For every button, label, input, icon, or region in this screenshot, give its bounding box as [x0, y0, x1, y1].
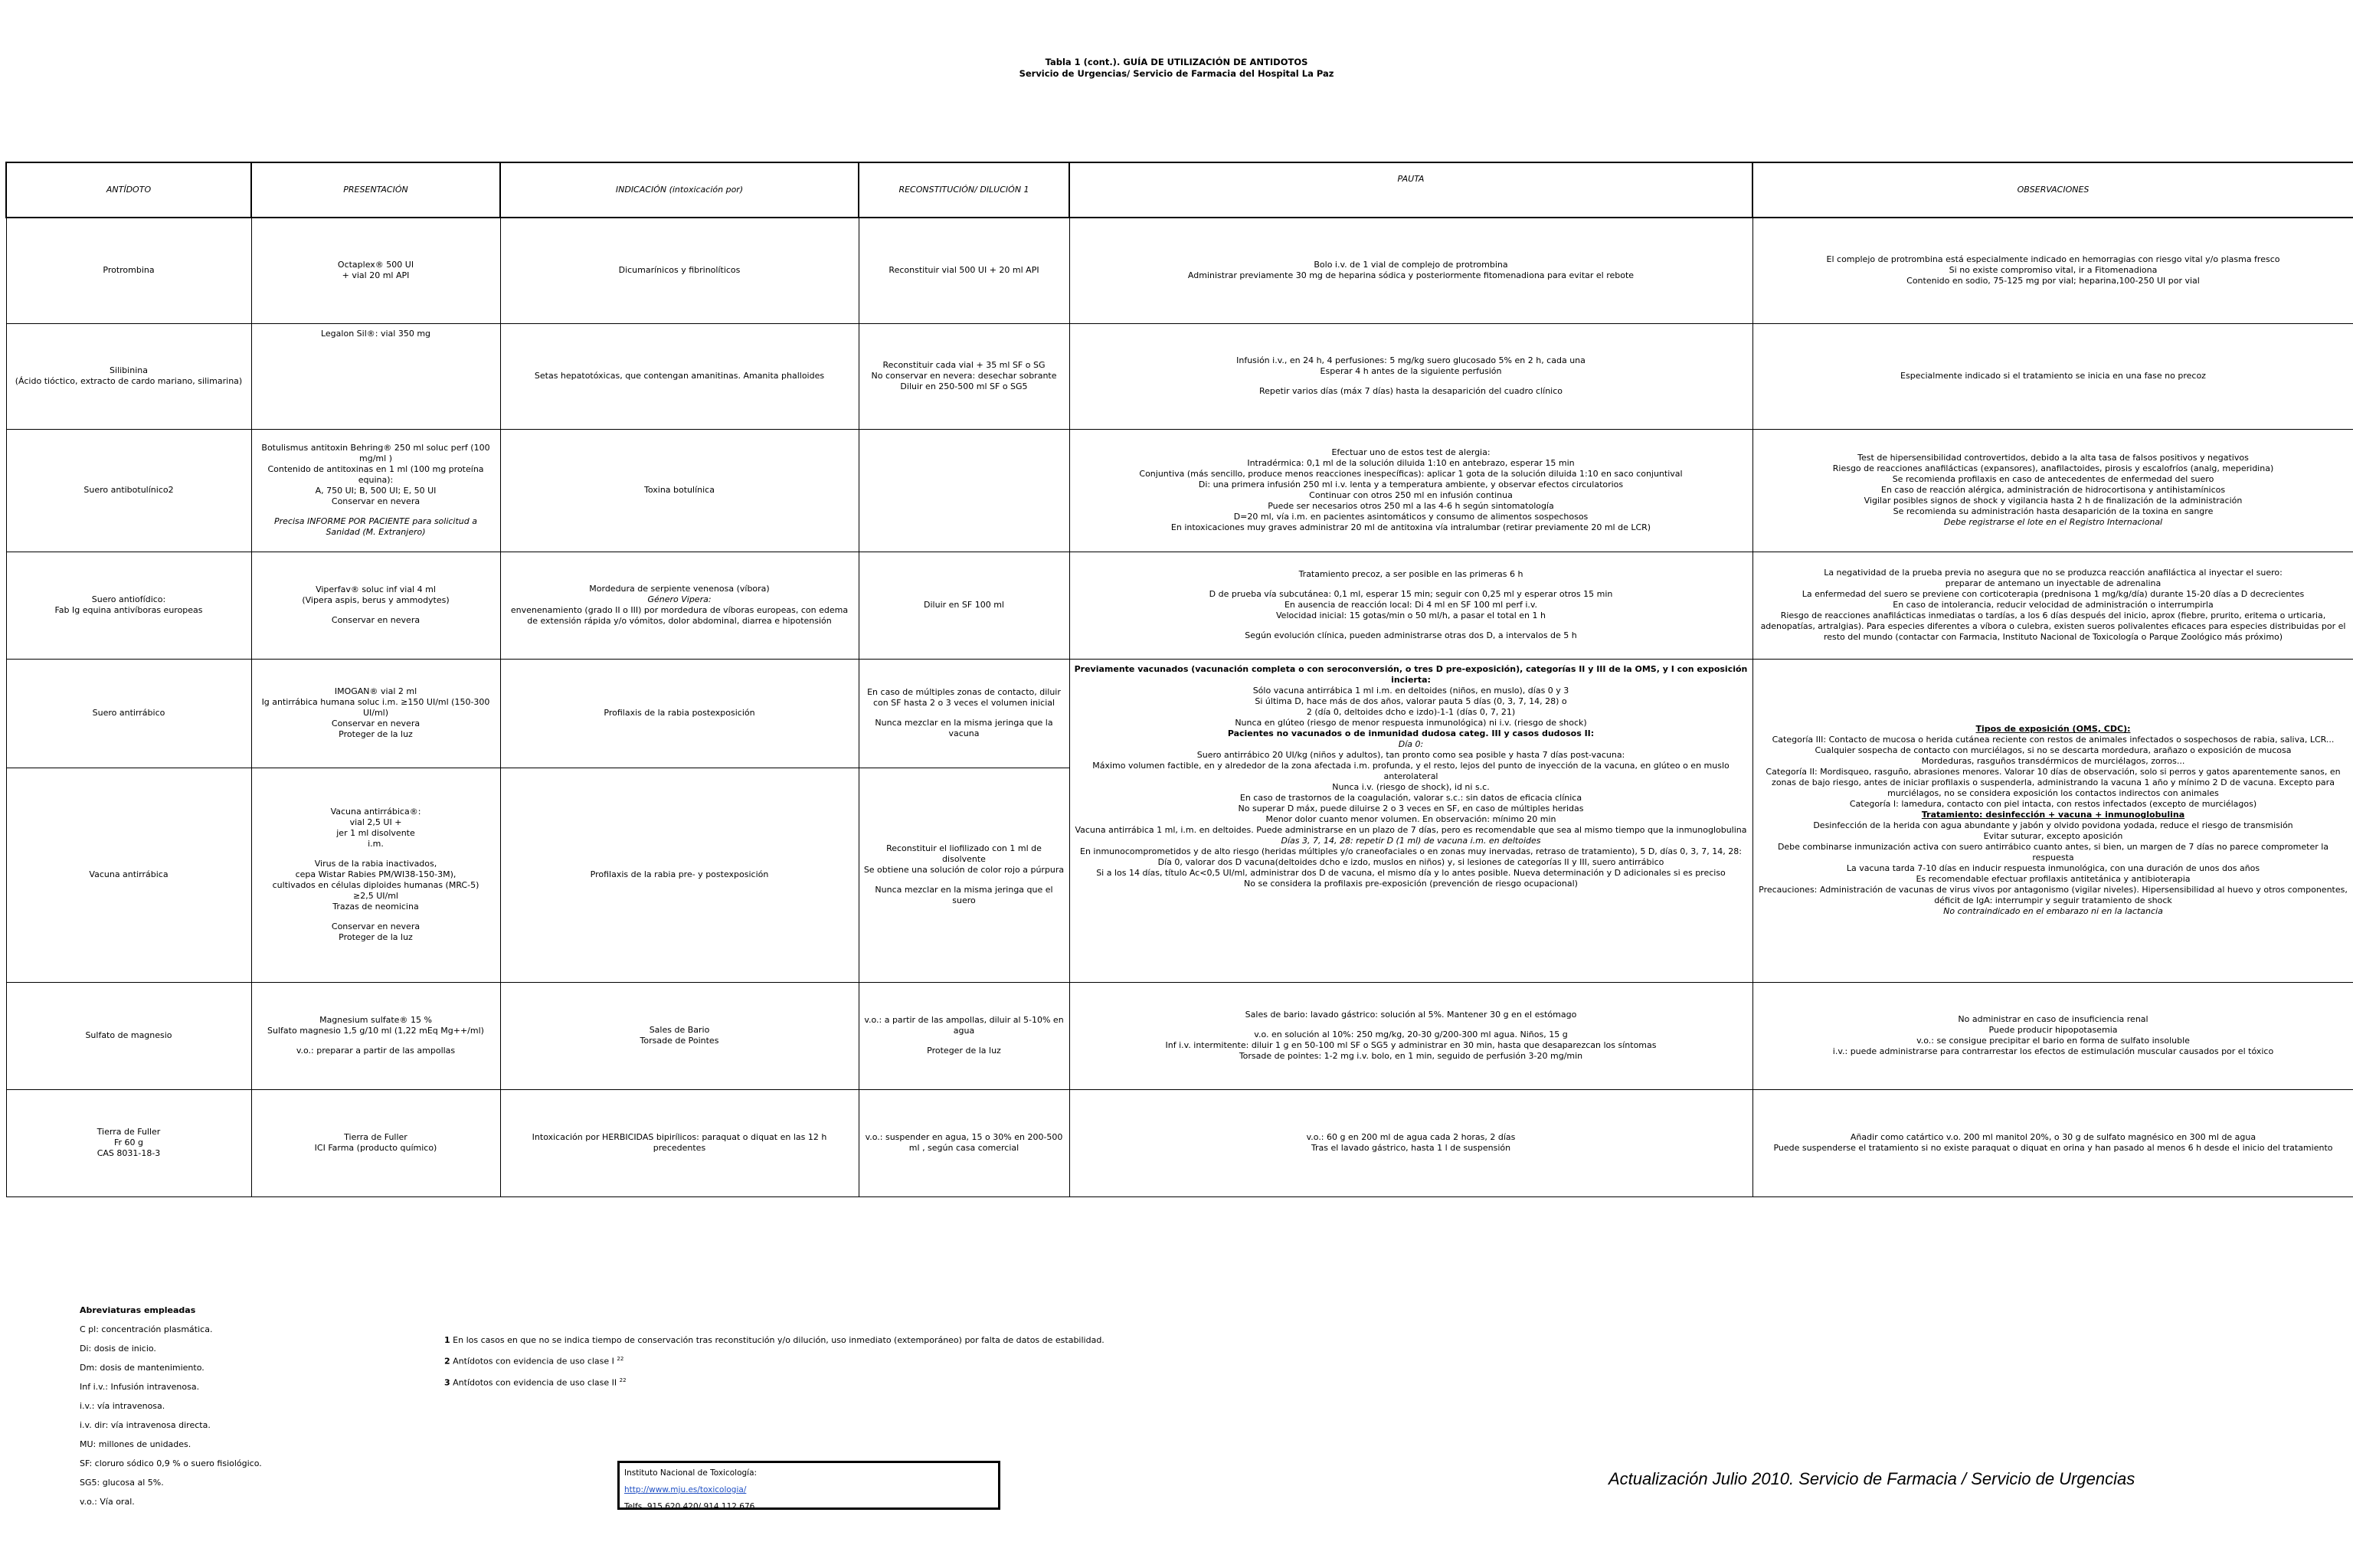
cell-indicacion	[500, 429, 859, 552]
cell-line: Nunca i.v. (riesgo de shock), id ni s.c.	[1332, 781, 1490, 792]
cell-line: Reconstituir el liofilizado con 1 ml de disolvente	[886, 843, 1042, 864]
cell-line: Máximo volumen factible, en y alrededor de la zona afectada i.m. profunda, y el resto, lejos del punto de inyección de la vacuna, en glúteo o en muslo anterolateral	[1092, 760, 1730, 781]
cell-line: Silibinina	[110, 365, 148, 375]
table-row	[6, 552, 2353, 659]
cell-line: Especialmente indicado si el tratamiento se inicia en una fase no precoz	[1900, 371, 2206, 381]
abbreviations-title: Abreviaturas empleadas	[80, 1305, 196, 1315]
cell-antidoto	[6, 552, 251, 659]
abbreviation-item: v.o.: Vía oral.	[80, 1497, 135, 1507]
footnote: 2 Antídotos con evidencia de uso clase I $^{22}$	[444, 1356, 624, 1367]
table-row	[6, 323, 2353, 429]
cell-line: Suero antiofídico:	[91, 594, 166, 604]
cell-line: No administrar en caso de insuficiencia renal	[1958, 1014, 2148, 1024]
cell-line: Mordedura de serpiente venenosa (víbora)	[589, 584, 770, 594]
cell-observaciones	[1752, 323, 2353, 429]
cell-line: El complejo de protrombina está especialmente indicado en hemorragias con riesgo vital y/o plasma fresco	[1826, 254, 2280, 265]
cell-line: Trazas de neomicina	[332, 902, 419, 912]
table-row	[6, 1089, 2353, 1196]
cell-line: Evitar suturar, excepto aposición	[1983, 831, 2123, 841]
table-row	[6, 429, 2353, 552]
cell-line: Según evolución clínica, pueden administrarse otras dos D, a intervalos de 5 h	[1245, 630, 1577, 640]
cell-line: (Vipera aspis, berus y ammodytes)	[302, 595, 450, 605]
column-header-pauta: PAUTA	[1069, 162, 1752, 218]
cell-line: Categoría III: Contacto de mucosa o herida cutánea reciente con restos de animales infectados o sospechosos de rabia, saliva, LCR...	[1772, 735, 2335, 745]
cell-line: Profilaxis de la rabia postexposición	[604, 708, 755, 718]
cell-antidoto	[6, 323, 251, 429]
column-header-indicacion: INDICACIÓN (intoxicación por)	[500, 162, 859, 218]
cell-pauta	[1069, 429, 1752, 552]
cell-line: Reconstituir cada vial + 35 ml SF o SG	[882, 360, 1046, 370]
cell-line: Se recomienda profilaxis en caso de antecedentes de enfermedad del suero	[1892, 474, 2214, 484]
cell-observaciones	[1752, 982, 2353, 1089]
cell-pauta	[1069, 1089, 1752, 1196]
cell-observaciones	[1752, 429, 2353, 552]
cell-line: Suero antibotulínico2	[83, 485, 174, 495]
cell-line: Vacuna antirrábica®:	[330, 807, 421, 817]
cell-presentacion	[251, 982, 500, 1089]
footnotes	[444, 1331, 1105, 1392]
cell-indicacion	[500, 552, 859, 659]
cell-indicacion	[500, 1089, 859, 1196]
cell-line: Magnesium sulfate® 15 %	[319, 1015, 432, 1025]
cell-pauta	[1069, 552, 1752, 659]
cell-line: Nunca mezclar en la misma jeringa que la vacuna	[875, 718, 1053, 738]
cell-line: Octaplex® 500 UI	[337, 260, 414, 270]
cell-line: Tratamiento precoz, a ser posible en las primeras 6 h	[1298, 569, 1523, 579]
cell-line: Se obtiene una solución de color rojo a púrpura	[863, 865, 1065, 875]
cell-indicacion	[500, 323, 859, 429]
footnote: 1 En los casos en que no se indica tiempo de conservación tras reconstitución y/o dilución, uso inmediato (extemporáneo) por falta de datos de estabilidad.	[444, 1335, 1105, 1345]
cell-line: Menor dolor cuanto menor volumen. En observación: mínimo 20 min	[1265, 813, 1556, 824]
cell-line: Es recomendable efectuar profilaxis antitetánica y antibioterapia	[1916, 874, 2191, 884]
cell-line: Proteger de la luz	[339, 729, 413, 739]
cell-line: Puede producir hipopotasemia	[1988, 1025, 2118, 1035]
cell-line: Setas hepatotóxicas, que contengan amanitinas. Amanita phalloides	[534, 371, 825, 381]
cell-reconstitucion	[859, 768, 1069, 982]
abbreviation-item: SF: cloruro sódico 0,9 % o suero fisiológico.	[80, 1458, 262, 1468]
cell-observaciones	[1752, 1089, 2353, 1196]
cell-line: Virus de la rabia inactivados,	[314, 859, 437, 869]
cell-line: Diluir en SF 100 ml	[924, 600, 1004, 610]
cell-pauta	[1069, 218, 1752, 323]
cell-indicacion	[500, 659, 859, 768]
cell-line: Sólo vacuna antirrábica 1 ml i.m. en deltoides (niños, en muslo), días 0 y 3	[1252, 685, 1569, 696]
cell-line: Nunca mezclar en la misma jeringa que el suero	[875, 885, 1053, 905]
cell-line: No conservar en nevera: desechar sobrante	[871, 371, 1057, 381]
cell-observaciones	[1752, 218, 2353, 323]
cell-line: Puede suspenderse el tratamiento si no existe paraquat o diquat en orina y han pasado al menos 6 h desde el inicio del tratamiento	[1773, 1143, 2333, 1153]
cell-line: cepa Wistar Rabies PM/WI38-150-3M),	[295, 869, 457, 879]
cell-line: Toxina botulínica	[644, 485, 715, 495]
cell-line: Sulfato de magnesio	[85, 1030, 172, 1040]
cell-line: ≥2,5 UI/ml	[353, 891, 398, 901]
cell-reconstitucion	[859, 218, 1069, 323]
cell-presentacion	[251, 1089, 500, 1196]
cell-line: No se considera la profilaxis pre-exposición (prevención de riesgo ocupacional)	[1244, 878, 1578, 889]
cell-presentacion	[251, 323, 500, 429]
cell-line: En caso de intolerancia, reducir velocidad de administración o interrumpirla	[1893, 600, 2214, 610]
cell-line: cultivados en células diploides humanas (MRC-5)	[272, 880, 479, 890]
cell-line: Protrombina	[103, 265, 155, 276]
abbreviation-item: Di: dosis de inicio.	[80, 1344, 156, 1354]
cell-presentacion	[251, 429, 500, 552]
cell-line: Sulfato magnesio 1,5 g/10 ml (1,22 mEq Mg++/ml)	[267, 1026, 484, 1036]
cell-line: 2 (día 0, deltoides dcho e izdo)-1-1 (días 0, 7, 21)	[1306, 706, 1516, 717]
cell-line: envenenamiento (grado II o III) por mordedura de víboras europeas, con edema de extensión rápida y/o vómitos, dolor abdominal, diarrea e hipotensión	[510, 605, 849, 626]
title-line-2: Servicio de Urgencias/ Servicio de Farmacia del Hospital La Paz	[1019, 68, 1334, 79]
column-header-presentacion: PRESENTACIÓN	[251, 162, 500, 218]
cell-line: D=20 ml, vía i.m. en pacientes asintomáticos y consumo de alimentos sospechosos	[1233, 512, 1589, 522]
abbreviation-item: C pl: concentración plasmática.	[80, 1324, 213, 1334]
title-line-1: Tabla 1 (cont.). GUÍA DE UTILIZACIÓN DE ANTIDOTOS	[1045, 57, 1308, 67]
cell-line: + vial 20 ml API	[342, 270, 410, 281]
cell-line: Conservar en nevera	[331, 921, 421, 931]
cell-line: v.o. en solución al 10%: 250 mg/kg, 20-30 g/200-300 ml agua. Niños, 15 g	[1254, 1030, 1568, 1039]
cell-line: En caso de múltiples zonas de contacto, diluir con SF hasta 2 o 3 veces el volumen inicial	[867, 687, 1061, 708]
abbreviation-item: Inf i.v.: Infusión intravenosa.	[80, 1382, 200, 1392]
cell-line: No contraindicado en el embarazo ni en la lactancia	[1943, 906, 2163, 916]
contact-phones: Telfs. 915 620 420/ 914 112 676	[624, 1502, 755, 1511]
cell-line: Tierra de Fuller	[97, 1127, 161, 1137]
cell-line: v.o.: se consigue precipitar el bario en forma de sulfato insoluble	[1916, 1036, 2190, 1046]
cell-presentacion	[251, 659, 500, 768]
cell-line: Dicumarínicos y fibrinolíticos	[618, 265, 741, 276]
cell-line: Nunca en glúteo (riesgo de menor respuesta inmunológica) ni i.v. (riesgo de shock)	[1235, 717, 1587, 728]
cell-line: v.o.: preparar a partir de las ampollas	[296, 1046, 456, 1056]
cell-line: No superar D máx, puede diluirse 2 o 3 veces en SF, en caso de múltiples heridas	[1238, 803, 1584, 813]
cell-line: Bolo i.v. de 1 vial de complejo de protrombina	[1314, 260, 1508, 270]
cell-line: Repetir varios días (máx 7 días) hasta la desaparición del cuadro clínico	[1258, 386, 1563, 396]
cell-indicacion	[500, 982, 859, 1089]
cell-line: Pacientes no vacunados o de inmunidad dudosa categ. III y casos dudosos II:	[1227, 728, 1595, 738]
cell-line: Botulismus antitoxin Behring® 250 ml soluc perf (100 mg/ml )	[261, 443, 490, 463]
cell-line: Esperar 4 h antes de la siguiente perfusión	[1320, 366, 1502, 376]
cell-line: Previamente vacunados (vacunación completa o con seroconversión, o tres D pre-exposición), categorías II y III de la OMS, y I con exposición incierta:	[1074, 663, 1748, 685]
cell-line: Desinfección de la herida con agua abundante y jabón y olvido povidona yodada, reduce el riesgo de transmisión	[1813, 820, 2293, 830]
cell-presentacion	[251, 768, 500, 982]
cell-line: Sales de Bario	[649, 1025, 710, 1035]
cell-line: v.o.: 60 g en 200 ml de agua cada 2 horas, 2 días	[1306, 1132, 1516, 1142]
cell-line: Tratamiento: desinfección + vacuna + inmunoglobulina	[1921, 810, 2185, 820]
cell-line: En ausencia de reacción local: Di 4 ml en SF 100 ml perf i.v.	[1284, 600, 1538, 610]
cell-antidoto	[6, 982, 251, 1089]
abbreviation-item: i.v.: vía intravenosa.	[80, 1401, 165, 1411]
cell-line: Si no existe compromiso vital, ir a Fitomenadiona	[1949, 265, 2158, 276]
cell-line: Debe combinarse inmunización activa con suero antirrábico cuanto antes, si bien, un margen de 7 días no parece comprometer la respuesta	[1777, 842, 2329, 863]
cell-line: vial 2,5 UI +	[349, 817, 402, 827]
cell-presentacion	[251, 552, 500, 659]
cell-line: Inf i.v. intermitente: diluir 1 g en 50-100 ml SF o SG5 y administrar en 30 min, hasta que desaparezcan los síntomas	[1165, 1040, 1657, 1050]
cell-line: Viperfav® soluc inf vial 4 ml	[316, 584, 436, 594]
cell-line: En intoxicaciones muy graves administrar 20 ml de antitoxina vía intralumbar (retirar previamente 20 ml de LCR)	[1170, 522, 1651, 532]
cell-line: Vacuna antirrábica	[89, 869, 169, 879]
cell-line: Proteger de la luz	[339, 932, 413, 942]
cell-line: Tierra de Fuller	[344, 1132, 407, 1142]
cell-line: Si a los 14 días, título Ac<0,5 UI/ml, administrar dos D de vacuna, el mismo día y lo antes posible. Nueva determinación y D adicionales si es preciso	[1096, 867, 1726, 878]
cell-line: Test de hipersensibilidad controvertidos, debido a la alta tasa de falsos positivos y negativos	[1857, 453, 2249, 463]
cell-line: Velocidad inicial: 15 gotas/min o 50 ml/h, a pasar el total en 1 h	[1276, 611, 1546, 620]
abbreviation-item: Dm: dosis de mantenimiento.	[80, 1363, 205, 1373]
cell-line: Añadir como catártico v.o. 200 ml manitol 20%, o 30 g de sulfato magnésico en 300 ml de agua	[1850, 1132, 2256, 1142]
cell-line: Se recomienda su administración hasta desaparición de la toxina en sangre	[1893, 506, 2214, 516]
cell-line: Legalon Sil®: vial 350 mg	[320, 328, 431, 339]
cell-line: Riesgo de reacciones anafilácticas inmediatas o tardías, a los 6 días después del inicio, aprox (fiebre, prurito, eritema o urticaria, adenopatías, artralgias). Para especies diferentes a víbora o culebra, existen sueros polivalentes eficaces para especies distribuidas por el resto del mundo (contactar con Farmacia, Instituto Nacional de Toxicología o Parque Zoológico más próximo)	[1760, 611, 2346, 642]
cell-line: preparar de antemano un inyectable de adrenalina	[1945, 578, 2162, 588]
cell-line: v.o.: a partir de las ampollas, diluir al 5-10% en agua	[864, 1015, 1064, 1036]
cell-antidoto	[6, 429, 251, 552]
cell-line: Profilaxis de la rabia pre- y postexposición	[590, 869, 769, 879]
cell-line: Precauciones: Administración de vacunas de virus vivos por antagonismo (vigilar niveles). Hipersensibilidad al huevo y otros componentes, déficit de IgA: interrumpir y seguir tratamiento de shock	[1759, 885, 2348, 905]
cell-reconstitucion	[859, 323, 1069, 429]
cell-antidoto	[6, 218, 251, 323]
cell-pauta-rabia	[1069, 659, 1752, 982]
cell-line: La vacuna tarda 7-10 días en inducir respuesta inmunológica, con una duración de unos dos años	[1846, 863, 2260, 873]
cell-indicacion	[500, 768, 859, 982]
cell-line: IMOGAN® vial 2 ml	[334, 686, 417, 696]
cell-line: Cualquier sospecha de contacto con murciélagos, si no se descarta mordedura, arañazo o exposición de mucosa	[1815, 745, 2292, 755]
contact-box	[617, 1461, 1000, 1510]
cell-line: Mordeduras, rasguños transdérmicos de murciélagos, zorros...	[1921, 756, 2185, 766]
cell-line: Di: una primera infusión 250 ml i.v. lenta y a temperatura ambiente, y observar efectos circulatorios	[1198, 480, 1624, 489]
column-header-antidoto: ANTÍDOTO	[6, 162, 251, 218]
cell-line: Torsade de Pointes	[640, 1036, 719, 1046]
abbreviation-item: i.v. dir: vía intravenosa directa.	[80, 1420, 211, 1430]
table-header-row	[6, 162, 2353, 218]
cell-line: (Ácido tióctico, extracto de cardo mariano, silimarina)	[15, 376, 243, 386]
cell-line: Riesgo de reacciones anafilácticas (expansores), anafilactoides, pirosis y escalofríos (analg, meperidina)	[1832, 463, 2274, 473]
cell-pauta	[1069, 323, 1752, 429]
update-note: Actualización Julio 2010. Servicio de Farmacia / Servicio de Urgencias	[1608, 1469, 2135, 1488]
cell-line: Continuar con otros 250 ml en infusión continua	[1309, 490, 1513, 500]
cell-line: Suero antirrábico	[92, 708, 165, 718]
cell-reconstitucion	[859, 1089, 1069, 1196]
abbreviation-item: SG5: glucosa al 5%.	[80, 1478, 164, 1488]
cell-reconstitucion	[859, 552, 1069, 659]
cell-line: Torsade de pointes: 1-2 mg i.v. bolo, en 1 min, seguido de perfusión 3-20 mg/min	[1239, 1051, 1583, 1061]
cell-line: Debe registrarse el lote en el Registro Internacional	[1943, 517, 2163, 527]
cell-antidoto	[6, 1089, 251, 1196]
cell-line: i.v.: puede administrarse para contrarrestar los efectos de estimulación muscular causados por el tóxico	[1832, 1046, 2274, 1056]
cell-line: A, 750 UI; B, 500 UI; E, 50 UI	[315, 486, 437, 496]
cell-line: i.m.	[368, 839, 384, 849]
cell-line: En caso de trastornos de la coagulación, valorar s.c.: sin datos de eficacia clínica	[1239, 792, 1582, 803]
cell-line: Intoxicación por HERBICIDAS bipirílicos: paraquat o diquat en las 12 h precedentes	[532, 1132, 827, 1153]
cell-line: Vigilar posibles signos de shock y vigilancia hasta 2 h de finalización de la administración	[1864, 496, 2243, 506]
document-title	[0, 57, 2353, 80]
cell-line: Ig antirrábica humana soluc i.m. ≥150 UI/ml (150-300 UI/ml)	[261, 697, 490, 718]
table-row	[6, 659, 2353, 768]
cell-line: Vacuna antirrábica 1 ml, i.m. en deltoides. Puede administrarse en un plazo de 7 días, pero es recomendable que sea al mismo tiempo que la inmunoglobulina	[1075, 824, 1747, 835]
cell-line: Puede ser necesarios otros 250 ml a las 4-6 h según sintomatología	[1268, 501, 1554, 511]
cell-line: Diluir en 250-500 ml SF o SG5	[900, 381, 1028, 391]
cell-line: En caso de reacción alérgica, administración de hidrocortisona y antihistamínicos	[1880, 485, 2226, 495]
cell-reconstitucion	[859, 659, 1069, 768]
cell-line: Contenido en sodio, 75-125 mg por vial; heparina,100-250 UI por vial	[1906, 276, 2200, 286]
cell-line: Contenido de antitoxinas en 1 ml (100 mg proteína equina):	[267, 464, 484, 485]
cell-line: Conservar en nevera	[331, 615, 421, 625]
column-header-reconstitucion: RECONSTITUCIÓN/ DILUCIÓN 1	[859, 162, 1069, 218]
cell-observaciones-rabia	[1752, 659, 2353, 982]
cell-reconstitucion	[859, 429, 1069, 552]
cell-line: Día 0, valorar dos D vacuna(deltoides dcho e izdo, muslos en niños) y, si lesiones de categorías II y III, suero antirrábico	[1157, 856, 1664, 867]
cell-reconstitucion	[859, 982, 1069, 1089]
antidote-table	[5, 162, 2353, 1197]
cell-line: Género Vipera:	[647, 594, 712, 604]
cell-line: Intradérmica: 0,1 ml de la solución diluida 1:10 en antebrazo, esperar 15 min	[1247, 458, 1575, 468]
abbreviations-section	[80, 1301, 262, 1511]
column-header-observaciones: OBSERVACIONES	[1752, 162, 2353, 218]
cell-line: Días 3, 7, 14, 28: repetir D (1 ml) de vacuna i.m. en deltoides	[1281, 835, 1541, 846]
cell-indicacion	[500, 218, 859, 323]
cell-line: La negatividad de la prueba previa no asegura que no se produzca reacción anafiláctica al inyectar el suero:	[1824, 568, 2283, 578]
cell-line: Sales de bario: lavado gástrico: solución al 5%. Mantener 30 g en el estómago	[1245, 1010, 1577, 1020]
cell-line: Reconstituir vial 500 UI + 20 ml API	[889, 265, 1039, 276]
table-row	[6, 982, 2353, 1089]
abbreviation-item: MU: millones de unidades.	[80, 1439, 191, 1449]
cell-line: Tipos de exposición (OMS, CDC):	[1975, 724, 2131, 734]
cell-line: Precisa INFORME POR PACIENTE para solicitud a Sanidad (M. Extranjero)	[273, 516, 477, 537]
contact-institution: Instituto Nacional de Toxicología:	[624, 1468, 758, 1478]
cell-antidoto	[6, 659, 251, 768]
cell-line: Día 0:	[1398, 738, 1424, 749]
cell-line: Fr 60 g	[113, 1138, 144, 1147]
cell-line: CAS 8031-18-3	[97, 1148, 161, 1158]
cell-line: Conservar en nevera	[331, 496, 421, 506]
cell-line: Conjuntiva (más sencillo, produce menos reacciones inespecíficas): aplicar 1 gota de la solución diluida 1:10 en saco conjuntival	[1139, 469, 1683, 479]
cell-line: jer 1 ml disolvente	[336, 828, 415, 838]
cell-line: v.o.: suspender en agua, 15 o 30% en 200-500 ml , según casa comercial	[865, 1132, 1063, 1153]
cell-line: La enfermedad del suero se previene con corticoterapia (prednisona 1 mg/kg/día) durante 15-20 días a D decrecientes	[1802, 589, 2305, 599]
cell-line: Tras el lavado gástrico, hasta 1 l de suspensión	[1311, 1143, 1511, 1153]
table-row	[6, 218, 2353, 323]
cell-observaciones	[1752, 552, 2353, 659]
cell-line: Efectuar uno de estos test de alergia:	[1331, 447, 1491, 457]
cell-line: Fab Ig equina antivíboras europeas	[54, 605, 203, 615]
cell-pauta	[1069, 982, 1752, 1089]
cell-line: D de prueba vía subcutánea: 0,1 ml, esperar 15 min; seguir con 0,25 ml y esperar otros 15 min	[1209, 589, 1613, 599]
cell-line: Administrar previamente 30 mg de heparina sódica y posteriormente fitomenadiona para evitar el rebote	[1187, 270, 1635, 281]
contact-link[interactable]: http://www.mju.es/toxicologia/	[624, 1485, 747, 1494]
cell-line: Categoría II: Mordisqueo, rasguño, abrasiones menores. Valorar 10 días de observación, solo si perros y gatos aparentemente sanos, en zonas de bajo riesgo, antes de iniciar profilaxis o suspenderla, administrando la vacuna 1 año y mínimo 2 D de vacuna. Excepto para murciélagos, no se considera exposición los contactos indirectos con animales	[1766, 767, 2341, 798]
cell-line: Conservar en nevera	[331, 719, 421, 728]
cell-line: ICI Farma (producto químico)	[314, 1143, 437, 1153]
cell-presentacion	[251, 218, 500, 323]
cell-line: En inmunocomprometidos y de alto riesgo (heridas múltiples y/o craneofaciales o en zonas muy inervadas, retraso de tratamiento), 5 D, días 0, 3, 7, 14, 28:	[1080, 846, 1742, 856]
cell-line: Categoría I: lamedura, contacto con piel intacta, con restos infectados (excepto de murciélagos)	[1849, 799, 2257, 809]
cell-line: Si última D, hace más de dos años, valorar pauta 5 días (0, 3, 7, 14, 28) o	[1255, 696, 1567, 706]
cell-line: Suero antirrábico 20 UI/kg (niños y adultos), tan pronto como sea posible y hasta 7 días post-vacuna:	[1196, 749, 1625, 760]
cell-line: Infusión i.v., en 24 h, 4 perfusiones: 5 mg/kg suero glucosado 5% en 2 h, cada una	[1236, 355, 1586, 365]
cell-antidoto	[6, 768, 251, 982]
cell-line: Proteger de la luz	[927, 1046, 1001, 1056]
footnote: 3 Antídotos con evidencia de uso clase II $^{22}$	[444, 1377, 627, 1388]
